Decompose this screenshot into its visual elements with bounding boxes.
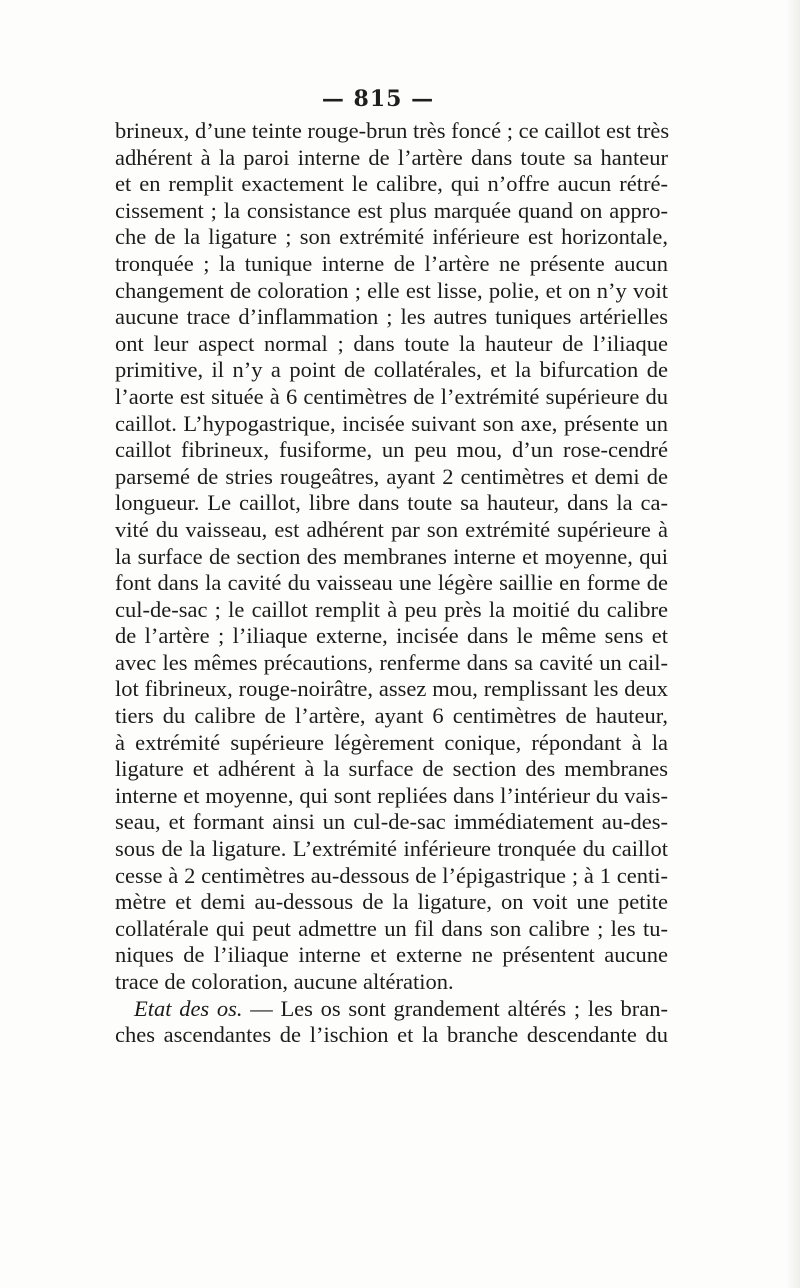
scan-edge-shade	[786, 0, 800, 1288]
paragraph-last-line: trace de coloration, aucune altération.	[115, 969, 454, 994]
text-line: font dans la cavité du vaisseau une légère saillie en forme de	[115, 570, 668, 596]
text-line: lot fibrineux, rouge-noirâtre, assez mou, remplissant les deux	[115, 676, 668, 702]
text-line: de l’artère ; l’iliaque externe, incisée dans le même sens et	[115, 623, 668, 649]
text-line: ches ascendantes de l’ischion et la branche descendante du	[115, 1022, 668, 1048]
body-text	[115, 118, 668, 1049]
text-line: cesse à 2 centimètres au-dessous de l’épigastrique ; à 1 centi-	[115, 862, 668, 888]
text-line: mètre et demi au-dessous de la ligature, on voit une petite	[115, 889, 668, 915]
text-line: et en remplit exactement le calibre, qui n’offre aucun rétré-	[115, 171, 668, 197]
text-line: ont leur aspect normal ; dans toute la hauteur de l’iliaque	[115, 330, 668, 356]
text-line: tiers du calibre de l’artère, ayant 6 centimètres de hauteur,	[115, 703, 668, 729]
text-line: l’aorte est située à 6 centimètres de l’extrémité supérieure du	[115, 383, 668, 409]
text-line: vité du vaisseau, est adhérent par son extrémité supérieure à	[115, 516, 668, 542]
text-line: changement de coloration ; elle est lisse, polie, et on n’y voit	[115, 277, 668, 303]
text-line: sous de la ligature. L’extrémité inférieure tronquée du caillot	[115, 836, 668, 862]
text-line: niques de l’iliaque interne et externe ne présentent aucune	[115, 942, 668, 968]
section-text: — Les os sont grandement altérés ; les bran-	[242, 995, 668, 1021]
text-line: ligature et adhérent à la surface de section des membranes	[115, 756, 668, 782]
text-line: seau, et formant ainsi un cul-de-sac immédiatement au-des-	[115, 809, 668, 835]
text-line: primitive, il n’y a point de collatérales, et la bifurcation de	[115, 357, 668, 383]
text-line: che de la ligature ; son extrémité inférieure est horizontale,	[115, 224, 668, 250]
section-heading: Etat des os.	[134, 995, 243, 1021]
text-line: interne et moyenne, qui sont repliées dans l’intérieur du vais-	[115, 782, 668, 808]
text-line: caillot fibrineux, fusiforme, un peu mou, d’un rose-cendré	[115, 437, 668, 463]
text-line: aucune trace d’inflammation ; les autres tuniques artérielles	[115, 304, 668, 330]
text-line: caillot. L’hypogastrique, incisée suivant son axe, présente un	[115, 410, 668, 436]
text-line: cul-de-sac ; le caillot remplit à peu près la moitié du calibre	[115, 596, 668, 622]
text-line: cissement ; la consistance est plus marquée quand on appro-	[115, 197, 668, 223]
text-line: adhérent à la paroi interne de l’artère dans toute sa hanteur	[115, 144, 668, 170]
text-line: tronquée ; la tunique interne de l’artère ne présente aucun	[115, 250, 668, 276]
text-line: parsemé de stries rougeâtres, ayant 2 centimètres et demi de	[115, 463, 668, 489]
text-line: à extrémité supérieure légèrement conique, répondant à la	[115, 729, 668, 755]
section-first-line	[115, 996, 668, 1023]
text-line: avec les mêmes précautions, renferme dans sa cavité un cail-	[115, 649, 668, 675]
page-number: — 815 —	[321, 86, 435, 112]
text-line: la surface de section des membranes interne et moyenne, qui	[115, 543, 668, 569]
text-line: longueur. Le caillot, libre dans toute sa hauteur, dans la ca-	[115, 490, 668, 516]
text-line: collatérale qui peut admettre un fil dans son calibre ; les tu-	[115, 915, 668, 941]
text-line: brineux, d’une teinte rouge-brun très foncé ; ce caillot est très	[115, 118, 670, 143]
